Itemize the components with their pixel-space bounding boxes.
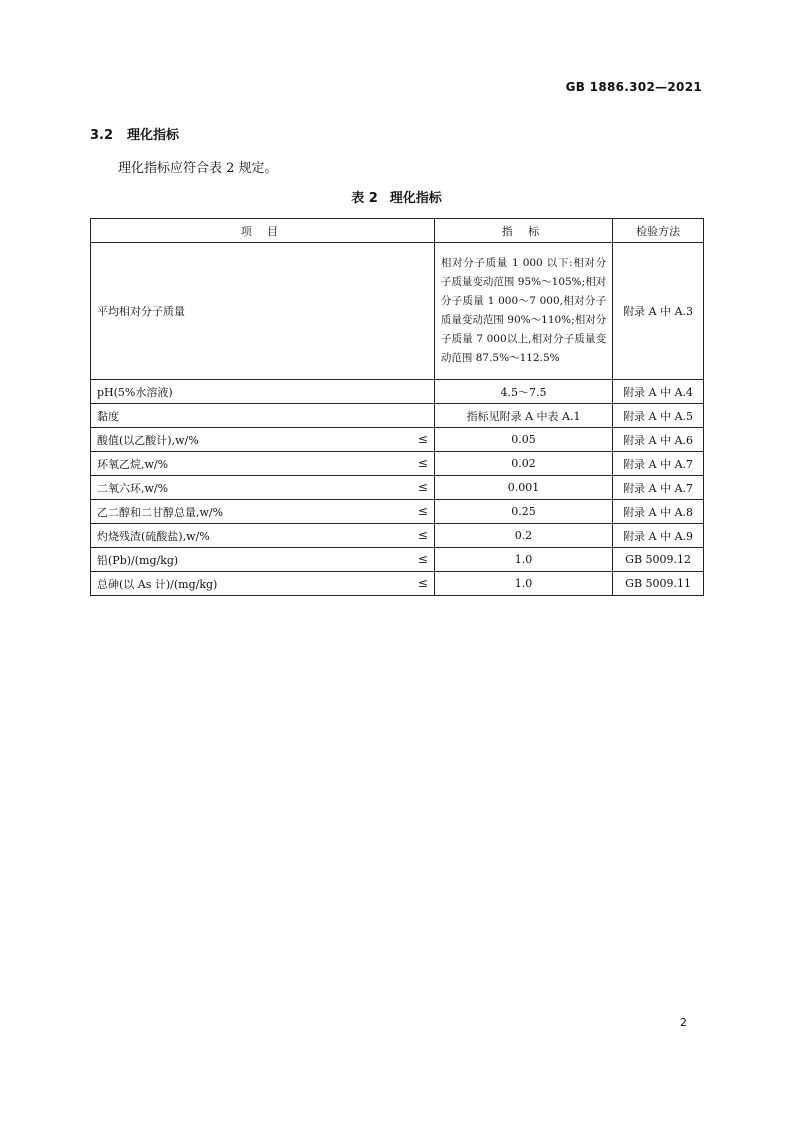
table-row — [91, 428, 704, 452]
indicator-cell: 0.2 — [434, 524, 612, 548]
section-heading — [90, 124, 179, 143]
item-name: 平均相对分子质量 — [97, 305, 185, 318]
item-name: 酸值(以乙酸计),w/% — [97, 433, 199, 447]
table-row — [91, 476, 704, 500]
page-number: 2 — [680, 1016, 687, 1029]
header-method: 检验方法 — [613, 219, 704, 243]
item-cell — [91, 428, 435, 452]
method-cell: 附录 A 中 A.9 — [613, 524, 704, 548]
le-symbol: ≤ — [417, 527, 428, 542]
le-symbol: ≤ — [417, 551, 428, 566]
le-symbol: ≤ — [417, 479, 428, 494]
method-cell: 附录 A 中 A.7 — [613, 476, 704, 500]
standard-number: GB 1886.302—2021 — [565, 80, 702, 94]
method-cell: 附录 A 中 A.7 — [613, 452, 704, 476]
table-caption-number: 表 2 — [351, 191, 378, 206]
table-caption-title: 理化指标 — [389, 191, 442, 206]
header-indicator: 指 标 — [434, 219, 612, 243]
item-cell — [91, 548, 435, 572]
table-header-row — [91, 219, 704, 243]
table-row — [91, 243, 704, 380]
indicator-cell: 0.02 — [434, 452, 612, 476]
item-name: 铅(Pb)/(mg/kg) — [97, 553, 179, 567]
item-name: pH(5%水溶液) — [97, 385, 173, 399]
table-row — [91, 404, 704, 428]
section-number: 3.2 — [90, 128, 114, 143]
le-symbol: ≤ — [417, 575, 428, 590]
item-cell — [91, 524, 435, 548]
table-row — [91, 452, 704, 476]
item-name: 乙二醇和二甘醇总量,w/% — [97, 505, 224, 519]
table-caption — [0, 187, 793, 206]
indicator-cell: 0.001 — [434, 476, 612, 500]
item-cell — [91, 476, 435, 500]
indicator-cell: 1.0 — [434, 548, 612, 572]
le-symbol: ≤ — [417, 503, 428, 518]
indicator-cell: 0.25 — [434, 500, 612, 524]
section-title: 理化指标 — [127, 128, 180, 143]
specification-table — [90, 218, 704, 596]
item-cell — [91, 404, 435, 428]
item-cell — [91, 500, 435, 524]
table-row — [91, 572, 704, 596]
item-name: 二氧六环,w/% — [97, 481, 169, 495]
table-row — [91, 500, 704, 524]
method-cell: GB 5009.11 — [613, 572, 704, 596]
item-name: 环氧乙烷,w/% — [97, 457, 169, 471]
indicator-cell: 相对分子质量 1 000 以下:相对分子质量变动范围 95%～105%;相对分子质量 1 000～7 000,相对分子质量变动范围 90%～110%;相对分子质量 7 000以上,相对分子质量变动范围 87.5%～112.5% — [434, 243, 612, 380]
method-cell: 附录 A 中 A.4 — [613, 380, 704, 404]
method-cell: 附录 A 中 A.5 — [613, 404, 704, 428]
header-item: 项 目 — [91, 219, 435, 243]
item-cell — [91, 380, 435, 404]
table-row — [91, 524, 704, 548]
item-name: 黏度 — [97, 409, 119, 423]
indicator-cell: 指标见附录 A 中表 A.1 — [434, 404, 612, 428]
item-name: 总砷(以 As 计)/(mg/kg) — [97, 577, 218, 591]
item-cell — [91, 452, 435, 476]
table-row — [91, 380, 704, 404]
item-cell — [91, 243, 435, 380]
method-cell: 附录 A 中 A.3 — [613, 243, 704, 380]
item-name: 灼烧残渣(硫酸盐),w/% — [97, 529, 210, 543]
item-cell — [91, 572, 435, 596]
method-cell: 附录 A 中 A.6 — [613, 428, 704, 452]
indicator-cell: 1.0 — [434, 572, 612, 596]
indicator-cell: 0.05 — [434, 428, 612, 452]
method-cell: GB 5009.12 — [613, 548, 704, 572]
indicator-cell: 4.5～7.5 — [434, 380, 612, 404]
table-row — [91, 548, 704, 572]
le-symbol: ≤ — [417, 431, 428, 446]
section-intro: 理化指标应符合表 2 规定。 — [118, 161, 278, 176]
method-cell: 附录 A 中 A.8 — [613, 500, 704, 524]
le-symbol: ≤ — [417, 455, 428, 470]
